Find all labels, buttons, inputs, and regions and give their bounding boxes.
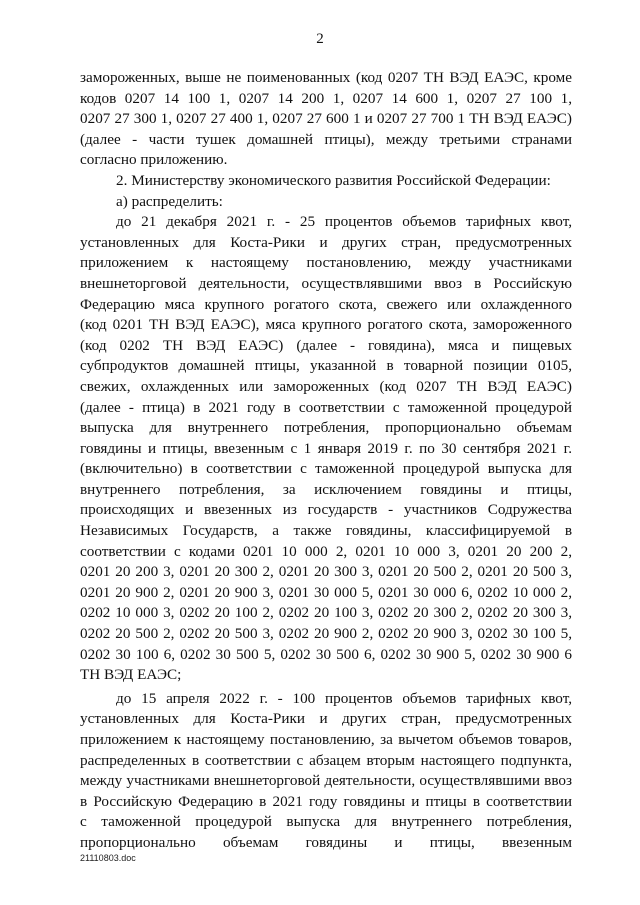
text-line: до 15 апреля 2022 г. - 100 процентов объемов тарифных квот, — [116, 689, 572, 707]
text-line: (включительно) в соответствии с таможенной процедурой выпуска для — [80, 460, 572, 478]
text-line: между участниками внешнеторговой деятельности, осуществлявшими ввоз — [80, 772, 572, 790]
text-line: соответствии с кодами 0201 10 000 2, 0201 10 000 3, 0201 20 200 2, — [80, 542, 572, 560]
text-line: кодов 0207 14 100 1, 0207 14 200 1, 0207 14 600 1, 0207 27 100 1, — [80, 89, 572, 107]
text-line: Федерацию мяса крупного рогатого скота, свежего или охлажденного — [80, 295, 572, 313]
text-line: а) распределить: — [116, 192, 223, 210]
text-line: (далее - птица) в 2021 году в соответствии с таможенной процедурой — [80, 398, 572, 416]
document-file-code: 21110803.doc — [80, 853, 136, 863]
text-line: свежих, охлажденных или замороженных (код 0207 ТН ВЭД ЕАЭС) — [80, 377, 572, 395]
text-line: установленных для Коста-Рики и других стран, предусмотренных — [80, 233, 572, 251]
text-line: пропорционально объемам говядины и птицы, ввезенным — [80, 833, 572, 851]
text-line: замороженных, выше не поименованных (код 0207 ТН ВЭД ЕАЭС, кроме — [80, 69, 572, 86]
text-line: 0201 20 200 3, 0201 20 300 2, 0201 20 300 3, 0201 20 500 2, 0201 20 500 3, — [80, 563, 572, 581]
text-line: 2. Министерству экономического развития Российской Федерации: — [116, 171, 551, 189]
text-line: (код 0202 ТН ВЭД ЕАЭС) (далее - говядина), мяса и пищевых — [80, 336, 572, 354]
document-body — [80, 68, 572, 854]
text-line: внешнеторговой деятельности, осуществлявшими ввоз в Российскую — [80, 274, 572, 292]
text-line: до 21 декабря 2021 г. - 25 процентов объемов тарифных квот, — [116, 213, 572, 231]
text-line: (код 0201 ТН ВЭД ЕАЭС), мяса крупного рогатого скота, замороженного — [80, 316, 572, 334]
text-line: выпуска для внутреннего потребления, пропорционально объемам — [80, 419, 572, 437]
text-line: 0201 20 900 2, 0201 20 900 3, 0201 30 000 5, 0201 30 000 6, 0202 10 000 2, — [80, 583, 572, 601]
text-line: говядины и птицы, ввезенным с 1 января 2019 г. по 30 сентября 2021 г. — [80, 439, 572, 457]
text-line: Независимых Государств, а также говядины, классифицируемой в — [80, 522, 572, 540]
text-line: внутреннего потребления, за исключением говядины и птицы, — [80, 480, 572, 498]
text-line: приложением к настоящему постановлению, за вычетом объемов товаров, — [80, 731, 572, 748]
text-line: установленных для Коста-Рики и других стран, предусмотренных — [80, 710, 572, 728]
text-line: субпродуктов домашней птицы, указанной в товарной позиции 0105, — [80, 357, 572, 375]
text-line: 0202 20 500 2, 0202 20 500 3, 0202 20 900 2, 0202 20 900 3, 0202 30 100 5, — [80, 625, 572, 643]
text-line: 0202 10 000 3, 0202 20 100 2, 0202 20 100 3, 0202 20 300 2, 0202 20 300 3, — [80, 604, 572, 622]
text-line: в Российскую Федерацию в 2021 году говядины и птицы в соответствии — [80, 792, 572, 810]
text-line: распределенных в соответствии с абзацем вторым настоящего подпункта, — [80, 751, 572, 769]
text-line: приложением к настоящему постановлению, между участниками — [80, 254, 572, 272]
text-line: с таможенной процедурой выпуска для внутреннего потребления, — [80, 813, 572, 831]
text-line: 0207 27 300 1, 0207 27 400 1, 0207 27 600 1 и 0207 27 700 1 ТН ВЭД ЕАЭС) — [80, 110, 572, 128]
text-line: происходящих и ввезенных из государств - участников Содружества — [80, 501, 572, 519]
text-line: 0202 30 100 6, 0202 30 500 5, 0202 30 500 6, 0202 30 900 5, 0202 30 900 6 — [80, 645, 572, 663]
text-line: (далее - части тушек домашней птицы), между третьими странами — [80, 130, 572, 148]
text-line: ТН ВЭД ЕАЭС; — [80, 666, 182, 684]
page-number: 2 — [316, 31, 324, 47]
text-line: согласно приложению. — [80, 151, 228, 169]
